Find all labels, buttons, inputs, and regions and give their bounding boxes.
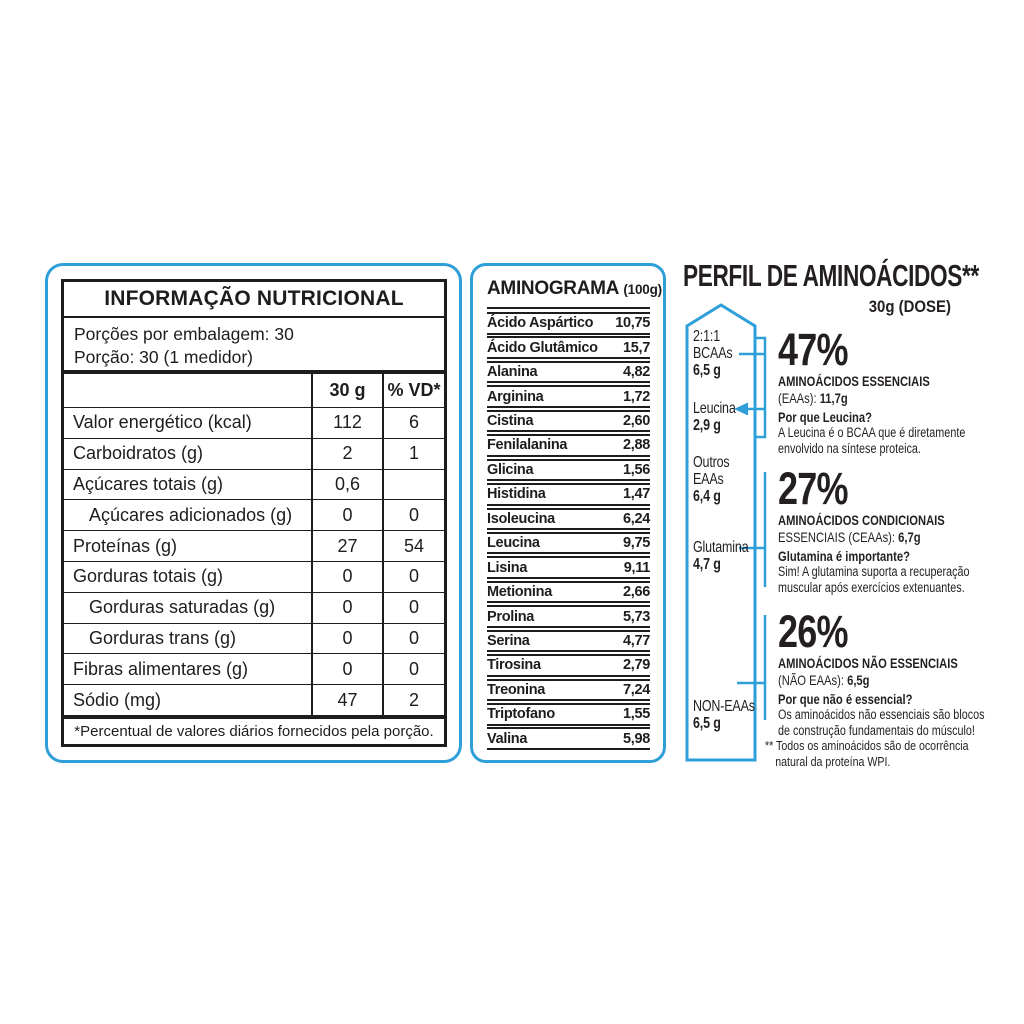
nutrition-table	[61, 279, 447, 747]
column-header-dv: % VD*	[382, 374, 444, 407]
table-row: Fibras alimentares (g) 0 0	[64, 653, 444, 684]
amino-row: Fenilalanina 2,88	[487, 434, 650, 457]
table-row: Gorduras trans (g) 0 0	[64, 623, 444, 654]
arrow-label-outros-eaas: Outros EAAs 6,4 g	[693, 454, 730, 505]
amino-row: Lisina 9,11	[487, 556, 650, 579]
amino-row: Treonina 7,24	[487, 679, 650, 702]
essential-percent: 47%	[778, 324, 848, 375]
conditional-percent: 27%	[778, 463, 848, 514]
arrow-label-leucina: Leucina 2,9 g	[693, 400, 736, 434]
table-row: Carboidratos (g) 2 1	[64, 438, 444, 469]
nutrition-facts-panel	[45, 263, 462, 763]
servings-info	[64, 318, 444, 370]
arrow-label-bcaas: 2:1:1 BCAAs 6,5 g	[693, 328, 733, 379]
amino-row: Isoleucina 6,24	[487, 508, 650, 531]
table-row: Proteínas (g) 27 54	[64, 530, 444, 561]
essential-block: 47% AMINOÁCIDOS ESSENCIAIS (EAAs): 11,7g Por que Leucina? A Leucina é o BCAA que é diretamente envolvido na síntese proteica.	[778, 324, 966, 456]
amino-row: Triptofano 1,55	[487, 703, 650, 726]
profile-title: PERFIL DE AMINOÁCIDOS**	[683, 258, 979, 293]
nutrition-footnote: *Percentual de valores diários fornecidos pela porção.	[74, 723, 434, 740]
amino-row: Ácido Aspártico 10,75	[487, 312, 650, 335]
nutrition-header-row	[64, 370, 444, 407]
aminogram-title-text: AMINOGRAMA	[487, 278, 619, 299]
amino-row: Ácido Glutâmico 15,7	[487, 336, 650, 359]
amino-row: Metionina 2,66	[487, 581, 650, 604]
amino-row: Cistina 2,60	[487, 410, 650, 433]
arrow-label-glutamina: Glutamina 4,7 g	[693, 539, 749, 573]
amino-row: Valina 5,98	[487, 727, 650, 750]
aminogram-title	[487, 278, 662, 309]
conditional-block: 27% AMINOÁCIDOS CONDICIONAIS ESSENCIAIS (CEAAs): 6,7g Glutamina é importante? Sim! A glutamina suporta a recuperação muscular após exercícios extenuantes.	[778, 463, 970, 595]
table-row: Açúcares adicionados (g) 0 0	[64, 499, 444, 530]
amino-row: Glicina 1,56	[487, 459, 650, 482]
table-row: Gorduras totais (g) 0 0	[64, 561, 444, 592]
amino-row: Prolina 5,73	[487, 605, 650, 628]
aminogram-panel	[470, 263, 666, 763]
amino-row: Tirosina 2,79	[487, 654, 650, 677]
amino-row: Alanina 4,82	[487, 361, 650, 384]
servings-per-package: Porções por embalagem: 30	[74, 324, 294, 344]
table-row: Sódio (mg) 47 2	[64, 684, 444, 715]
profile-dose: 30g (DOSE)	[868, 297, 951, 316]
table-row: Açúcares totais (g) 0,6	[64, 469, 444, 500]
table-row: Valor energético (kcal) 112 6	[64, 407, 444, 438]
profile-footnote: ** Todos os aminoácidos são de ocorrência natural da proteína WPI.	[765, 739, 969, 769]
arrow-label-non-eaas: NON-EAAs 6,5 g	[693, 698, 755, 732]
aminogram-unit: (100g)	[623, 282, 662, 297]
amino-row: Arginina 1,72	[487, 385, 650, 408]
serving-size: Porção: 30 (1 medidor)	[74, 347, 253, 367]
aminogram-rows	[487, 312, 650, 750]
amino-row: Leucina 9,75	[487, 532, 650, 555]
amino-row: Serina 4,77	[487, 630, 650, 653]
header-spacer	[64, 374, 311, 407]
amino-row: Histidina 1,47	[487, 483, 650, 506]
nonessential-block: 26% AMINOÁCIDOS NÃO ESSENCIAIS (NÃO EAAs): 6,5g Por que não é essencial? Os aminoácidos não essenciais são blocos de construção fundamentais do músculo!	[778, 606, 985, 738]
nutrition-rows	[64, 407, 444, 719]
leucina-arrowhead	[734, 403, 748, 416]
nonessential-percent: 26%	[778, 606, 848, 657]
column-header-amount: 30 g	[311, 374, 382, 407]
nutrition-title: INFORMAÇÃO NUTRICIONAL	[64, 282, 444, 318]
amino-profile-panel	[683, 258, 985, 798]
table-row: Gorduras saturadas (g) 0 0	[64, 592, 444, 623]
